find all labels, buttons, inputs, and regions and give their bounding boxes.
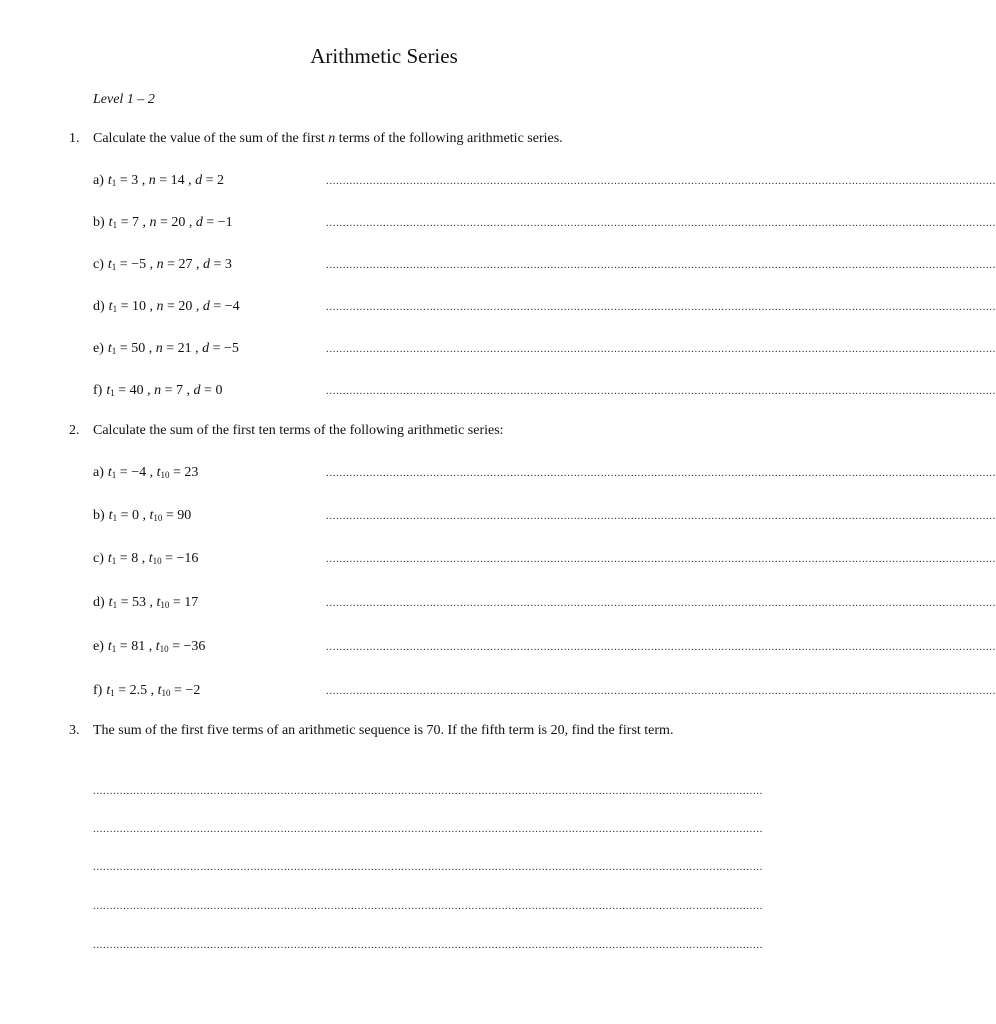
d-value: −1 <box>217 215 233 230</box>
d-value: −5 <box>224 341 239 356</box>
answer-dotted-line: ........................................................................................................................................................................................................ <box>93 939 763 951</box>
answer-dotted-line: ........................................................................................................................................................................................................ <box>326 217 996 229</box>
comma: , <box>192 257 203 272</box>
item-letter: e) <box>93 639 104 654</box>
comma: , <box>138 173 149 188</box>
answer-dotted-line: ........................................................................................................................................................................................................ <box>326 343 996 355</box>
n-value: 20 <box>178 299 193 314</box>
item-letter: d) <box>93 595 105 610</box>
answer-dotted-line: ........................................................................................................................................................................................................ <box>326 553 996 565</box>
question-1-text-after: terms of the following arithmetic series. <box>335 131 563 146</box>
equals: = <box>169 465 185 480</box>
n-value: 20 <box>171 215 186 230</box>
t1-subscript: 1 <box>110 388 115 398</box>
answer-dotted-line: ........................................................................................................................................................................................................ <box>326 597 996 609</box>
item-expression <box>106 380 222 402</box>
question-1-number: 1. <box>69 131 80 146</box>
t10-variable: t <box>157 683 162 698</box>
page-title: Arithmetic Series <box>310 44 458 68</box>
equals: = <box>161 551 177 566</box>
comma: , <box>191 341 203 356</box>
answer-dotted-line: ........................................................................................................................................................................................................ <box>326 685 996 697</box>
equals: = <box>116 341 132 356</box>
equals: = <box>116 551 132 566</box>
n-value: 7 <box>176 383 184 398</box>
t1-value: 8 <box>131 551 139 566</box>
comma: , <box>145 341 156 356</box>
t1-subscript: 1 <box>111 470 117 480</box>
item-letter: c) <box>93 257 104 272</box>
item-letter: e) <box>93 341 104 356</box>
t1-value: 50 <box>131 341 146 356</box>
q2-item-c <box>93 548 996 570</box>
equals: = <box>117 508 132 523</box>
q1-item-e <box>93 338 996 360</box>
question-2-text: Calculate the sum of the first ten terms of the following arithmetic series: <box>93 423 504 438</box>
t1-subscript: 1 <box>110 688 115 698</box>
q1-item-f <box>93 380 996 402</box>
t1-value: 7 <box>131 215 139 230</box>
item-expression <box>106 680 200 702</box>
t1-variable: t <box>107 639 112 654</box>
t1-subscript: 1 <box>111 178 117 188</box>
comma: , <box>143 383 155 398</box>
item-letter: d) <box>93 299 105 314</box>
answer-dotted-line: ........................................................................................................................................................................................................ <box>93 861 763 873</box>
equals: = <box>162 341 178 356</box>
t1-subscript: 1 <box>112 304 118 314</box>
t10-value: −16 <box>176 551 199 566</box>
item-expression <box>109 212 233 234</box>
item-expression <box>109 505 192 527</box>
t10-variable: t <box>156 465 161 480</box>
equals: = <box>116 173 132 188</box>
n-variable: n <box>149 215 157 230</box>
t1-variable: t <box>108 215 113 230</box>
t10-variable: t <box>148 551 153 566</box>
answer-dotted-line: ........................................................................................................................................................................................................ <box>93 785 763 797</box>
t10-variable: t <box>155 639 160 654</box>
d-value: 2 <box>217 173 224 188</box>
item-expression <box>108 254 232 276</box>
item-letter: f) <box>93 383 103 398</box>
t1-variable: t <box>108 595 113 610</box>
comma: , <box>147 683 158 698</box>
item-letter: b) <box>93 508 105 523</box>
t1-variable: t <box>107 465 112 480</box>
question-1-text-before: Calculate the value of the sum of the first <box>93 131 329 146</box>
answer-dotted-line: ........................................................................................................................................................................................................ <box>326 301 996 313</box>
t10-value: 17 <box>184 595 199 610</box>
item-expression <box>108 636 206 658</box>
item-letter: c) <box>93 551 104 566</box>
comma: , <box>138 508 150 523</box>
q1-item-d <box>93 296 996 318</box>
t1-value: −5 <box>131 257 147 272</box>
t1-value: 53 <box>131 595 146 610</box>
t1-value: 2.5 <box>129 683 148 698</box>
q2-item-d <box>93 592 996 614</box>
t1-subscript: 1 <box>111 644 117 654</box>
t1-variable: t <box>107 341 112 356</box>
equals: = <box>155 173 171 188</box>
item-letter: a) <box>93 465 104 480</box>
equals: = <box>163 299 179 314</box>
q2-item-a <box>93 462 996 484</box>
t1-variable: t <box>106 683 111 698</box>
comma: , <box>185 215 196 230</box>
question-3-number: 3. <box>69 723 80 738</box>
comma: , <box>138 215 150 230</box>
t1-variable: t <box>107 173 112 188</box>
equals: = <box>117 299 132 314</box>
equals: = <box>202 173 217 188</box>
answer-dotted-line: ........................................................................................................................................................................................................ <box>326 467 996 479</box>
equals: = <box>202 215 218 230</box>
t10-subscript: 10 <box>152 556 162 566</box>
d-variable: d <box>195 215 203 230</box>
d-value: −4 <box>224 299 240 314</box>
comma: , <box>192 299 203 314</box>
equals: = <box>117 215 132 230</box>
q1-item-c <box>93 254 996 276</box>
comma: , <box>146 465 157 480</box>
t1-variable: t <box>107 551 112 566</box>
comma: , <box>145 639 156 654</box>
t1-variable: t <box>108 508 113 523</box>
item-expression <box>108 548 199 570</box>
comma: , <box>145 299 157 314</box>
n-variable: n <box>155 341 163 356</box>
t1-subscript: 1 <box>111 346 117 356</box>
comma: , <box>183 383 194 398</box>
equals: = <box>210 257 225 272</box>
equals: = <box>209 299 225 314</box>
t1-value: 3 <box>131 173 139 188</box>
t10-variable: t <box>149 508 154 523</box>
t10-value: −2 <box>185 683 201 698</box>
item-expression <box>108 462 199 484</box>
equals: = <box>169 595 185 610</box>
t10-variable: t <box>156 595 161 610</box>
t1-value: 40 <box>129 383 144 398</box>
d-variable: d <box>193 383 201 398</box>
item-letter: a) <box>93 173 104 188</box>
equals: = <box>114 383 130 398</box>
t10-value: −36 <box>183 639 206 654</box>
t1-subscript: 1 <box>112 600 118 610</box>
d-value: 3 <box>224 257 232 272</box>
equals: = <box>209 341 224 356</box>
equals: = <box>116 639 132 654</box>
n-variable: n <box>148 173 156 188</box>
equals: = <box>117 595 132 610</box>
level-label: Level 1 – 2 <box>93 92 155 107</box>
t10-subscript: 10 <box>153 513 163 523</box>
q1-item-a <box>93 170 996 192</box>
comma: , <box>138 551 149 566</box>
t1-value: 81 <box>131 639 146 654</box>
q2-item-b <box>93 505 996 527</box>
n-variable: n <box>156 257 164 272</box>
answer-dotted-line: ........................................................................................................................................................................................................ <box>326 175 996 187</box>
comma: , <box>146 257 157 272</box>
n-value: 14 <box>170 173 185 188</box>
answer-dotted-line: ........................................................................................................................................................................................................ <box>93 823 763 835</box>
t10-value: 23 <box>184 465 199 480</box>
t1-subscript: 1 <box>111 556 117 566</box>
t10-subscript: 10 <box>159 644 169 654</box>
item-letter: b) <box>93 215 105 230</box>
t1-subscript: 1 <box>112 513 118 523</box>
d-variable: d <box>202 299 210 314</box>
t1-variable: t <box>108 299 113 314</box>
t1-variable: t <box>106 383 111 398</box>
d-variable: d <box>203 257 210 272</box>
t10-subscript: 10 <box>160 600 170 610</box>
equals: = <box>170 683 186 698</box>
question-1-text-variable: n <box>328 131 336 146</box>
d-variable: d <box>195 173 203 188</box>
question-1-text <box>93 129 703 149</box>
answer-dotted-line: ........................................................................................................................................................................................................ <box>326 510 996 522</box>
t1-subscript: 1 <box>112 220 118 230</box>
n-variable: n <box>156 299 164 314</box>
equals: = <box>156 215 172 230</box>
equals: = <box>200 383 216 398</box>
answer-dotted-line: ........................................................................................................................................................................................................ <box>93 900 763 912</box>
t1-value: −4 <box>131 465 147 480</box>
equals: = <box>116 465 132 480</box>
question-3-text: The sum of the first five terms of an arithmetic sequence is 70. If the fifth term is 20, find the first term. <box>93 723 674 738</box>
n-variable: n <box>154 383 162 398</box>
equals: = <box>161 383 177 398</box>
q1-item-b <box>93 212 996 234</box>
item-expression <box>108 338 239 360</box>
t1-value: 10 <box>131 299 146 314</box>
answer-dotted-line: ........................................................................................................................................................................................................ <box>326 259 996 271</box>
equals: = <box>162 508 178 523</box>
t1-value: 0 <box>131 508 139 523</box>
item-letter: f) <box>93 683 103 698</box>
question-2-number: 2. <box>69 423 80 438</box>
t10-subscript: 10 <box>160 470 170 480</box>
item-expression <box>109 296 240 318</box>
item-expression <box>108 170 224 192</box>
d-value: 0 <box>215 383 223 398</box>
n-value: 21 <box>177 341 192 356</box>
equals: = <box>116 257 132 272</box>
t10-value: 90 <box>177 508 192 523</box>
equals: = <box>163 257 179 272</box>
equals: = <box>114 683 130 698</box>
q2-item-e <box>93 636 996 658</box>
equals: = <box>168 639 184 654</box>
n-value: 27 <box>178 257 193 272</box>
comma: , <box>184 173 196 188</box>
d-variable: d <box>202 341 210 356</box>
item-expression <box>109 592 199 614</box>
answer-dotted-line: ........................................................................................................................................................................................................ <box>326 641 996 653</box>
t1-variable: t <box>107 257 112 272</box>
q2-item-f <box>93 680 996 702</box>
comma: , <box>145 595 157 610</box>
answer-dotted-line: ........................................................................................................................................................................................................ <box>326 385 996 397</box>
t10-subscript: 10 <box>161 688 171 698</box>
t1-subscript: 1 <box>111 262 117 272</box>
